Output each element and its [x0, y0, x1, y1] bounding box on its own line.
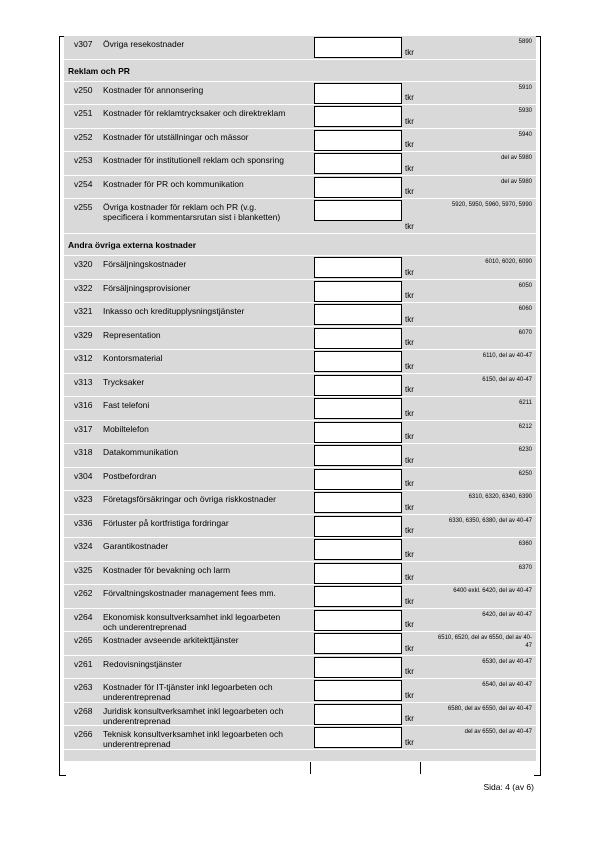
form-row-v318: [64, 444, 536, 468]
row-label: Teknisk konsultverksamhet inkl legoarbeten och underentreprenad: [103, 729, 284, 749]
row-label: Kostnader för utställningar och mässor: [103, 131, 249, 142]
account-reference: 6360: [518, 541, 532, 547]
account-reference: 6060: [518, 306, 532, 312]
row-label: Inkasso och kreditupplysningstjänster: [103, 306, 245, 316]
amount-input-v324[interactable]: [314, 539, 402, 560]
form-row-v262: [64, 585, 536, 609]
amount-input-v325[interactable]: [314, 563, 402, 584]
unit-label: tkr: [405, 116, 414, 126]
row-code: v264: [74, 611, 93, 622]
amount-input-v329[interactable]: [314, 328, 402, 349]
row-code: v325: [74, 564, 93, 575]
row-label: Juridisk konsultverksamhet inkl legoarbeten och underentreprenad: [103, 705, 284, 726]
row-label: Mobiltelefon: [103, 423, 149, 434]
row-code: v317: [74, 423, 93, 434]
form-row-v329: [64, 327, 536, 351]
amount-input-v336[interactable]: [314, 516, 402, 537]
unit-label: tkr: [405, 479, 414, 488]
amount-input-v316[interactable]: [314, 398, 402, 419]
unit-label: tkr: [405, 222, 414, 231]
account-reference: 6330, 6350, 6380, del av 40-47: [448, 517, 532, 524]
form-row-v320: [64, 256, 536, 280]
unit-label: tkr: [405, 549, 414, 559]
section-title: Andra övriga externa kostnader: [68, 240, 197, 250]
row-code: v329: [74, 329, 93, 340]
amount-input-v262[interactable]: [314, 586, 402, 607]
account-reference: 6530, del av 40-47: [482, 658, 532, 665]
form-row-v263: [64, 679, 536, 703]
account-reference: 5910: [518, 84, 532, 91]
row-code: v323: [74, 494, 93, 504]
account-reference: 5930: [518, 108, 532, 114]
form-row-v250: [64, 82, 536, 106]
row-label: Trycksaker: [103, 376, 145, 387]
row-label: Datakommunikation: [103, 447, 179, 457]
account-reference: 6230: [518, 447, 532, 453]
amount-input-v266[interactable]: [314, 727, 402, 748]
unit-label: tkr: [405, 737, 414, 747]
account-reference: del av 6550, del av 40-47: [464, 729, 532, 735]
row-label: Kontorsmaterial: [103, 353, 163, 363]
row-code: v307: [74, 39, 93, 49]
form-row-v336: [64, 515, 536, 539]
unit-label: tkr: [405, 291, 414, 300]
row-code: v250: [74, 84, 93, 95]
row-code: v321: [74, 306, 93, 316]
row-code: v263: [74, 682, 93, 692]
amount-input-v320[interactable]: [314, 257, 402, 278]
section-title: Reklam och PR: [68, 65, 130, 76]
unit-label: tkr: [405, 361, 414, 371]
row-code: v265: [74, 635, 93, 645]
row-code: v266: [74, 729, 93, 739]
form-row-v252: [64, 129, 536, 153]
row-label: Övriga resekostnader: [103, 39, 185, 49]
amount-input-v251[interactable]: [314, 106, 402, 127]
unit-label: tkr: [405, 643, 414, 653]
section-header: [64, 234, 536, 256]
amount-input-v318[interactable]: [314, 445, 402, 466]
row-code: v254: [74, 178, 93, 189]
account-reference: 6580, del av 6550, del av 40-47: [447, 705, 532, 712]
cost-form: [64, 36, 536, 762]
amount-input-v265[interactable]: [314, 633, 402, 654]
row-code: v262: [74, 588, 93, 598]
row-label: Kostnader för PR och kommunikation: [103, 178, 244, 189]
amount-input-v321[interactable]: [314, 304, 402, 325]
unit-label: tkr: [405, 408, 414, 418]
row-code: v312: [74, 353, 93, 363]
form-row-v313: [64, 374, 536, 398]
unit-label: tkr: [405, 163, 414, 173]
amount-input-v313[interactable]: [314, 375, 402, 396]
row-code: v268: [74, 705, 93, 716]
amount-input-v307[interactable]: [314, 37, 402, 58]
amount-input-v250[interactable]: [314, 83, 402, 104]
amount-input-v264[interactable]: [314, 610, 402, 631]
amount-input-v252[interactable]: [314, 130, 402, 151]
row-code: v320: [74, 259, 93, 269]
account-reference: 6050: [518, 282, 532, 289]
unit-label: tkr: [405, 596, 414, 606]
unit-label: tkr: [405, 338, 414, 347]
row-label: Redovisningstjänster: [103, 658, 182, 669]
row-label: Övriga kostnader för reklam och PR (v.g. specificera i kommentarsrutan sist i blanketten): [103, 202, 281, 222]
form-row-v316: [64, 397, 536, 421]
form-row-v268: [64, 703, 536, 727]
unit-label: tkr: [405, 93, 414, 102]
unit-label: tkr: [405, 573, 414, 582]
row-label: Kostnader för reklamtrycksaker och direktreklam: [103, 108, 286, 118]
row-label: Försäljningsprovisioner: [103, 282, 191, 293]
form-row-v254: [64, 176, 536, 200]
form-row-v321: [64, 303, 536, 327]
amount-input-v317[interactable]: [314, 422, 402, 443]
unit-label: tkr: [405, 267, 414, 277]
account-reference: 5920, 5950, 5960, 5970, 5990: [451, 202, 532, 208]
row-label: Kostnader för annonsering: [103, 84, 204, 95]
form-row-v324: [64, 538, 536, 562]
amount-input-v322[interactable]: [314, 281, 402, 302]
row-label: Ekonomisk konsultverksamhet inkl legoarbeten och underentreprenad: [103, 611, 281, 632]
account-reference: 6110, del av 40-47: [482, 353, 532, 359]
amount-input-v254[interactable]: [314, 177, 402, 198]
amount-input-v323[interactable]: [314, 492, 402, 513]
row-code: v252: [74, 131, 93, 142]
row-code: v322: [74, 282, 93, 293]
account-reference: del av 5980: [500, 178, 532, 185]
amount-input-v255[interactable]: [314, 200, 402, 221]
row-label: Förluster på kortfristiga fordringar: [103, 517, 229, 528]
row-label: Kostnader avseende arkitekttjänster: [103, 635, 239, 645]
account-reference: 6150, del av 40-47: [482, 376, 532, 383]
unit-label: tkr: [405, 187, 414, 196]
account-reference: 6420, del av 40-47: [482, 611, 532, 618]
row-code: v255: [74, 202, 93, 212]
form-row-v255: [64, 199, 536, 234]
unit-label: tkr: [405, 140, 414, 149]
unit-label: tkr: [405, 714, 414, 723]
form-row-v253: [64, 152, 536, 176]
table-end-band: [64, 750, 536, 762]
amount-input-v253[interactable]: [314, 153, 402, 174]
row-label: Företagsförsäkringar och övriga riskkostnader: [103, 494, 276, 504]
account-reference: 6400 exkl. 6420, del av 40-47: [453, 588, 532, 594]
row-code: v324: [74, 541, 93, 551]
form-row-v322: [64, 280, 536, 304]
form-row-v304: [64, 468, 536, 492]
row-label: Postbefordran: [103, 470, 157, 481]
row-label: Kostnader för IT-tjänster inkl legoarbeten och underentreprenad: [103, 682, 273, 702]
row-label: Fast telefoni: [103, 400, 150, 410]
account-reference: 6510, 6520, del av 6550, del av 40-47: [437, 635, 532, 649]
unit-label: tkr: [405, 526, 414, 535]
account-reference: 6070: [518, 329, 532, 336]
amount-input-v268[interactable]: [314, 704, 402, 725]
amount-input-v312[interactable]: [314, 351, 402, 372]
form-row-v307: [64, 36, 536, 60]
row-label: Garantikostnader: [103, 541, 169, 551]
row-code: v304: [74, 470, 93, 481]
account-reference: 6010, 6020, 6090: [485, 259, 532, 265]
unit-label: tkr: [405, 667, 414, 676]
unit-label: tkr: [405, 385, 414, 394]
amount-input-v304[interactable]: [314, 469, 402, 490]
unit-label: tkr: [405, 455, 414, 465]
unit-label: tkr: [405, 690, 414, 700]
amount-input-v263[interactable]: [314, 680, 402, 701]
form-row-v312: [64, 350, 536, 374]
row-code: v253: [74, 155, 93, 165]
row-label: Kostnader för bevakning och larm: [103, 564, 231, 575]
account-reference: 6540, del av 40-47: [482, 682, 532, 688]
account-reference: 5890: [518, 39, 532, 45]
row-label: Kostnader för institutionell reklam och sponsring: [103, 155, 284, 165]
row-code: v313: [74, 376, 93, 387]
account-reference: 6212: [518, 423, 532, 430]
form-row-v325: [64, 562, 536, 586]
row-code: v251: [74, 108, 93, 118]
account-reference: 6250: [518, 470, 532, 477]
section-header: [64, 60, 536, 82]
row-code: v336: [74, 517, 93, 528]
account-reference: del av 5980: [500, 155, 532, 161]
account-reference: 5940: [518, 131, 532, 138]
row-label: Representation: [103, 329, 161, 340]
row-label: Förvaltningskostnader management fees mm.: [103, 588, 276, 598]
row-code: v318: [74, 447, 93, 457]
unit-label: tkr: [405, 47, 414, 57]
form-row-v323: [64, 491, 536, 515]
account-reference: 6310, 6320, 6340, 6390: [468, 494, 532, 500]
form-row-v266: [64, 726, 536, 750]
unit-label: tkr: [405, 432, 414, 441]
unit-label: tkr: [405, 620, 414, 629]
row-code: v316: [74, 400, 93, 410]
unit-label: tkr: [405, 502, 414, 512]
form-row-v317: [64, 421, 536, 445]
form-row-v251: [64, 105, 536, 129]
account-reference: 6370: [518, 564, 532, 571]
page-number: Sida: 4 (av 6): [483, 782, 534, 792]
amount-input-v261[interactable]: [314, 657, 402, 678]
row-code: v261: [74, 658, 93, 669]
row-label: Försäljningskostnader: [103, 259, 187, 269]
form-row-v265: [64, 632, 536, 656]
account-reference: 6211: [519, 400, 532, 406]
unit-label: tkr: [405, 314, 414, 324]
form-row-v264: [64, 609, 536, 633]
form-row-v261: [64, 656, 536, 680]
